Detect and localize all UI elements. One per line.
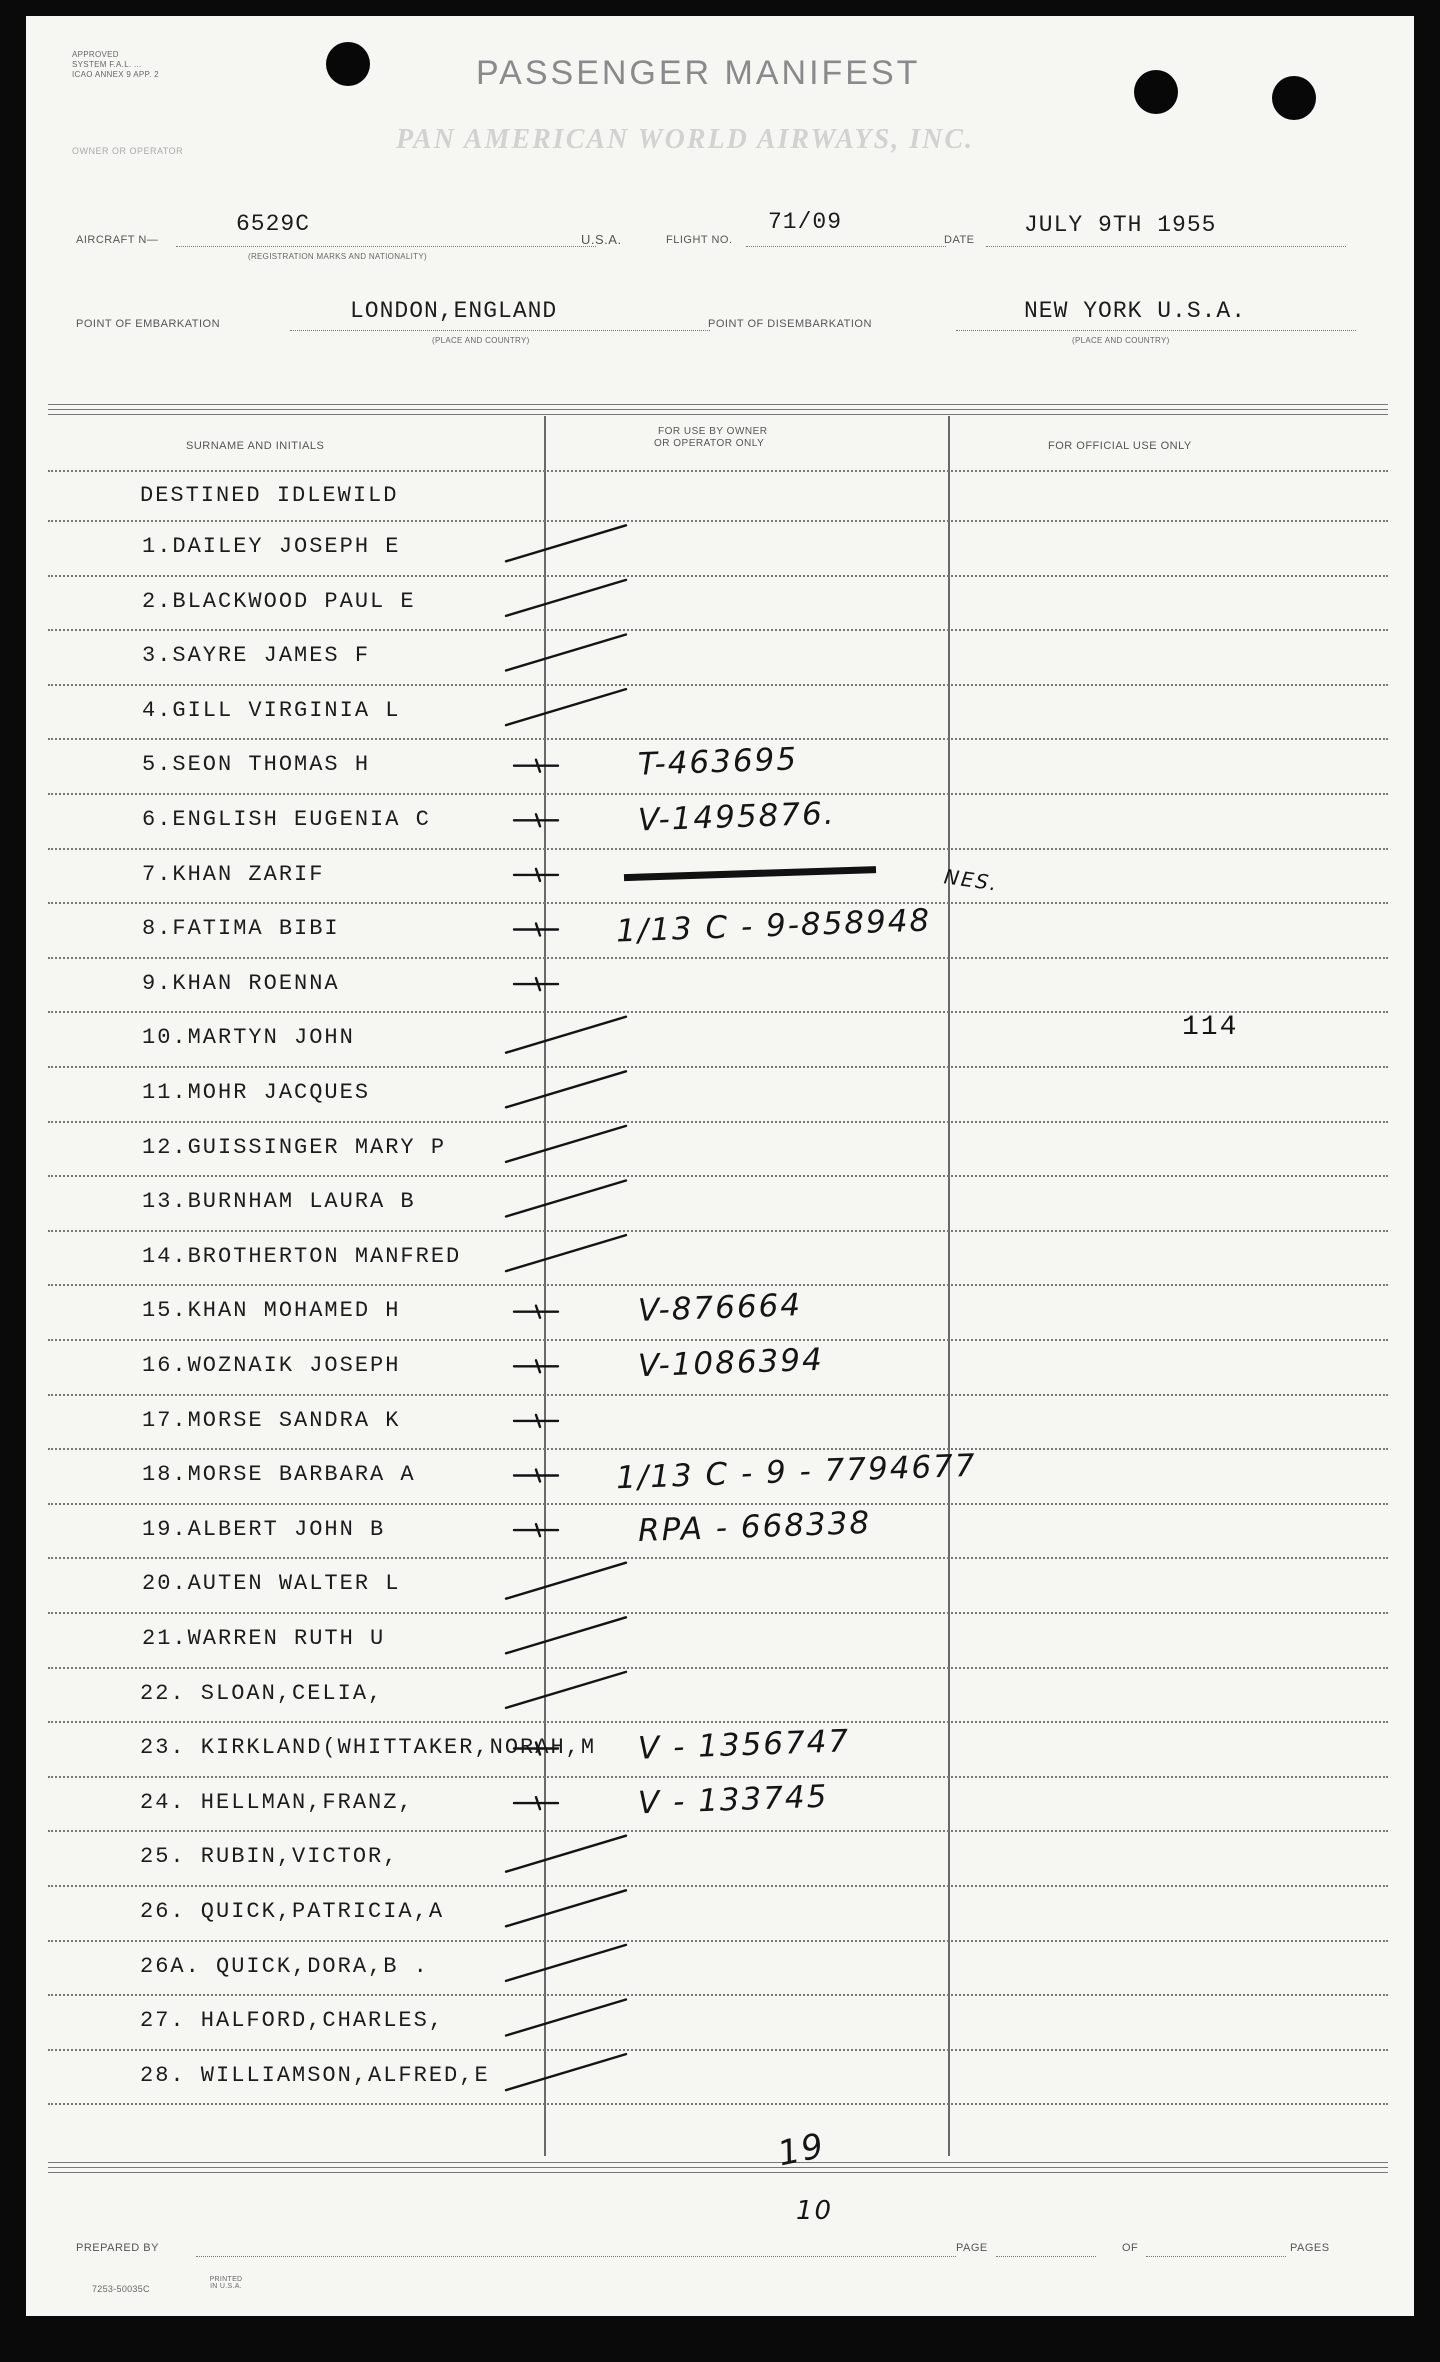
tick-mark — [514, 869, 558, 881]
form-number: 7253-50035C — [92, 2284, 150, 2294]
form-title: PASSENGER MANIFEST — [476, 54, 921, 92]
aircraft-label: AIRCRAFT N— — [76, 234, 159, 246]
tick-mark — [514, 978, 558, 990]
strike-mark — [506, 1836, 626, 1872]
passenger-name: 21.WARREN RUTH U — [142, 1626, 386, 1651]
operator-note: 1/13 C - 9 - 7794677 — [615, 1447, 978, 1497]
strike-mark — [506, 1945, 626, 1981]
tick-mark — [514, 814, 558, 826]
printed-stamp: PRINTED IN U.S.A. — [209, 2276, 243, 2290]
passenger-name: 26. QUICK,PATRICIA,A — [140, 1899, 445, 1924]
passenger-name: 27. HALFORD,CHARLES, — [140, 2008, 445, 2034]
crossed-out-note — [624, 870, 876, 878]
strike-mark — [506, 2054, 626, 2090]
strike-mark — [506, 525, 626, 561]
strike-mark — [506, 1617, 626, 1653]
operator-label: OWNER OR OPERATOR — [72, 146, 184, 156]
date-label: DATE — [944, 234, 975, 246]
passenger-name: 17.MORSE SANDRA K — [142, 1407, 401, 1433]
passenger-name: 3.SAYRE JAMES F — [142, 643, 371, 669]
tick-mark — [514, 1797, 558, 1809]
tick-mark — [514, 1415, 558, 1427]
disembark-caption: (PLACE AND COUNTRY) — [1072, 336, 1170, 345]
col-header-operator-line2: OR OPERATOR ONLY — [654, 438, 765, 449]
official-mark: 114 — [1182, 1012, 1239, 1043]
tick-mark — [514, 1470, 558, 1482]
destination-note: DESTINED IDLEWILD — [140, 483, 399, 508]
passenger-name: 4.GILL VIRGINIA L — [142, 697, 401, 723]
strike-mark — [506, 689, 626, 725]
col-header-operator-line1: FOR USE BY OWNER — [658, 426, 768, 437]
operator-note: V-1086394 — [637, 1341, 825, 1385]
passenger-name: 2.BLACKWOOD PAUL E — [142, 588, 416, 614]
passenger-name: 22. SLOAN,CELIA, — [140, 1680, 384, 1706]
bottom-rule-3 — [48, 2172, 1388, 2173]
bottom-rule-1 — [48, 2162, 1388, 2163]
passenger-name: 24. HELLMAN,FRANZ, — [140, 1789, 414, 1815]
usa-text: U.S.A. — [581, 232, 622, 247]
operator-note: RPA - 668338 — [637, 1504, 872, 1549]
strike-mark — [506, 1126, 626, 1162]
total-count-1: 19 — [774, 2125, 829, 2175]
operator-note: V - 1356747 — [637, 1723, 851, 1767]
passenger-name: 16.WOZNAIK JOSEPH — [142, 1353, 401, 1378]
passenger-name: 15.KHAN MOHAMED H — [142, 1298, 401, 1324]
strike-mark — [506, 1181, 626, 1217]
strike-mark — [506, 1017, 626, 1053]
strike-mark — [506, 1071, 626, 1107]
passenger-name: 28. WILLIAMSON,ALFRED,E — [140, 2062, 490, 2088]
tick-mark — [514, 1360, 558, 1372]
operator-note: T-463695 — [637, 741, 799, 784]
operator-note: V-1495876. — [637, 795, 837, 839]
tick-mark — [514, 760, 558, 772]
strike-mark — [506, 580, 626, 616]
operator-note: V - 133745 — [637, 1778, 830, 1822]
passenger-name: 11.MOHR JACQUES — [142, 1080, 371, 1105]
flight-label: FLIGHT NO. — [666, 234, 733, 246]
passenger-name: 7.KHAN ZARIF — [142, 861, 325, 887]
passenger-name: 23. KIRKLAND(WHITTAKER,NORAH,M — [140, 1735, 597, 1761]
page-label: PAGE — [956, 2242, 988, 2254]
strike-mark — [506, 1235, 626, 1271]
passenger-name: 8.FATIMA BIBI — [142, 916, 340, 942]
flight-number: 71/09 — [768, 209, 843, 235]
registration-caption: (REGISTRATION MARKS AND NATIONALITY) — [248, 252, 427, 261]
date-value: JULY 9TH 1955 — [1024, 212, 1217, 238]
tick-mark — [514, 1306, 558, 1318]
prepared-by-underline — [196, 2256, 956, 2257]
passenger-name: 6.ENGLISH EUGENIA C — [142, 807, 431, 832]
of-label: OF — [1122, 2242, 1139, 2254]
passenger-name: 20.AUTEN WALTER L — [142, 1571, 401, 1597]
col-header-surname: SURNAME AND INITIALS — [186, 440, 325, 452]
embark-label: POINT OF EMBARKATION — [76, 318, 221, 330]
passenger-name: 18.MORSE BARBARA A — [142, 1462, 416, 1488]
passenger-name: 13.BURNHAM LAURA B — [142, 1189, 416, 1215]
tick-mark — [514, 924, 558, 936]
of-underline — [1146, 2256, 1286, 2257]
strike-mark — [506, 1563, 626, 1599]
operator-name: PAN AMERICAN WORLD AIRWAYS, INC. — [396, 124, 975, 155]
total-count-2: 10 — [796, 2196, 834, 2226]
handwritten-check-marks — [26, 16, 1414, 2316]
passenger-name: 1.DAILEY JOSEPH E — [142, 534, 401, 559]
strike-mark — [506, 2000, 626, 2036]
operator-note: 1/13 C - 9-858948 — [615, 902, 932, 950]
prepared-by-label: PREPARED BY — [76, 2242, 159, 2254]
strike-mark — [506, 1890, 626, 1926]
approval-line-1: APPROVED — [72, 50, 119, 59]
passenger-name: 12.GUISSINGER MARY P — [142, 1134, 447, 1160]
passenger-name: 26A. QUICK,DORA,B . — [140, 1953, 429, 1979]
scribble-note: NES. — [942, 864, 1001, 896]
approval-line-3: ICAO ANNEX 9 APP. 2 — [72, 70, 159, 79]
page-underline — [996, 2256, 1096, 2257]
passenger-name: 19.ALBERT JOHN B — [142, 1516, 386, 1542]
operator-note: V-876664 — [637, 1287, 803, 1330]
strike-mark — [506, 635, 626, 671]
bottom-rule-2 — [48, 2167, 1388, 2168]
strike-mark — [506, 1672, 626, 1708]
passenger-name: 25. RUBIN,VICTOR, — [140, 1844, 399, 1870]
approval-line-2: SYSTEM F.A.L. ... — [72, 60, 142, 69]
col-header-official: FOR OFFICIAL USE ONLY — [1048, 440, 1192, 452]
tick-mark — [514, 1743, 558, 1755]
passenger-name: 14.BROTHERTON MANFRED — [142, 1243, 462, 1269]
embark-caption: (PLACE AND COUNTRY) — [432, 336, 530, 345]
passenger-name: 9.KHAN ROENNA — [142, 970, 340, 996]
disembark-label: POINT OF DISEMBARKATION — [708, 318, 872, 330]
pages-label: PAGES — [1290, 2242, 1330, 2254]
passenger-name: 10.MARTYN JOHN — [142, 1025, 355, 1051]
aircraft-number: 6529C — [236, 211, 311, 237]
manifest-sheet — [26, 16, 1414, 2316]
disembark-value: NEW YORK U.S.A. — [1024, 298, 1247, 324]
tick-mark — [514, 1524, 558, 1536]
embark-value: LONDON,ENGLAND — [350, 298, 558, 324]
passenger-name: 5.SEON THOMAS H — [142, 752, 371, 778]
